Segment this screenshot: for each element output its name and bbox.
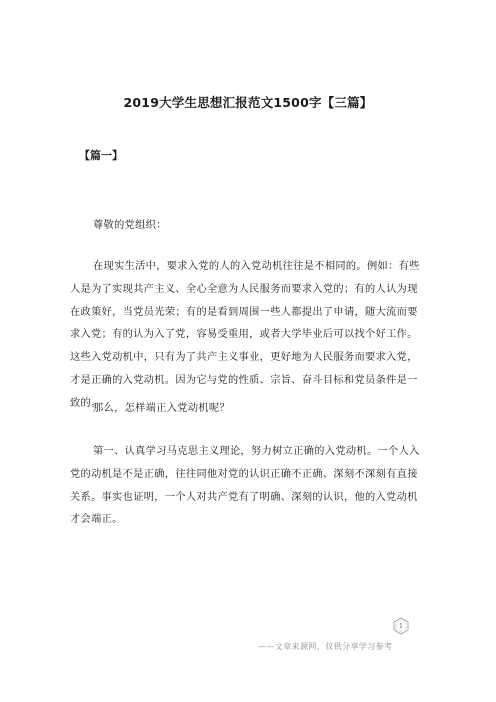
- body-paragraph-1: 在现实生活中，要求入党的人的入党动机往往是不相同的。例如：有些人是为了实现共产主义、全心全意为人民服务而要求入党的；有的人认为现在政策好，当党员光荣；有的是看到周围一些人都提出了申请，随大流而要求入党；有的认为入了党，容易受重用，或者大学毕业后可以找个好工作。这些入党动机中，只有为了共产主义事业，更好地为人民服务而要求入党，才是正确的入党动机。因为它与党的性质、宗旨、奋斗目标和党员条件是一致的。: [70, 261, 420, 409]
- salutation-paragraph: 尊敬的党组织：: [93, 220, 167, 231]
- question-paragraph: 那么，怎样端正入党动机呢？: [93, 403, 230, 414]
- page-number: 1: [398, 622, 404, 630]
- document-title: 2019大学生思想汇报范文1500字【三篇】: [123, 95, 373, 110]
- body-paragraph-2: 第一、认真学习马克思主义理论，努力树立正确的入党动机。一个人入党的动机是不是正确，往往同他对党的认识正确不正确、深刻不深刻有直接关系。事实也证明，一个人对共产党有了明确、深刻的认识，他的入党动机才会端正。: [70, 446, 420, 526]
- section-heading: 【篇一】: [79, 149, 123, 162]
- footer-note: ——文章来源网，仅供分享学习参考: [258, 642, 393, 651]
- page-number-badge: [392, 617, 410, 635]
